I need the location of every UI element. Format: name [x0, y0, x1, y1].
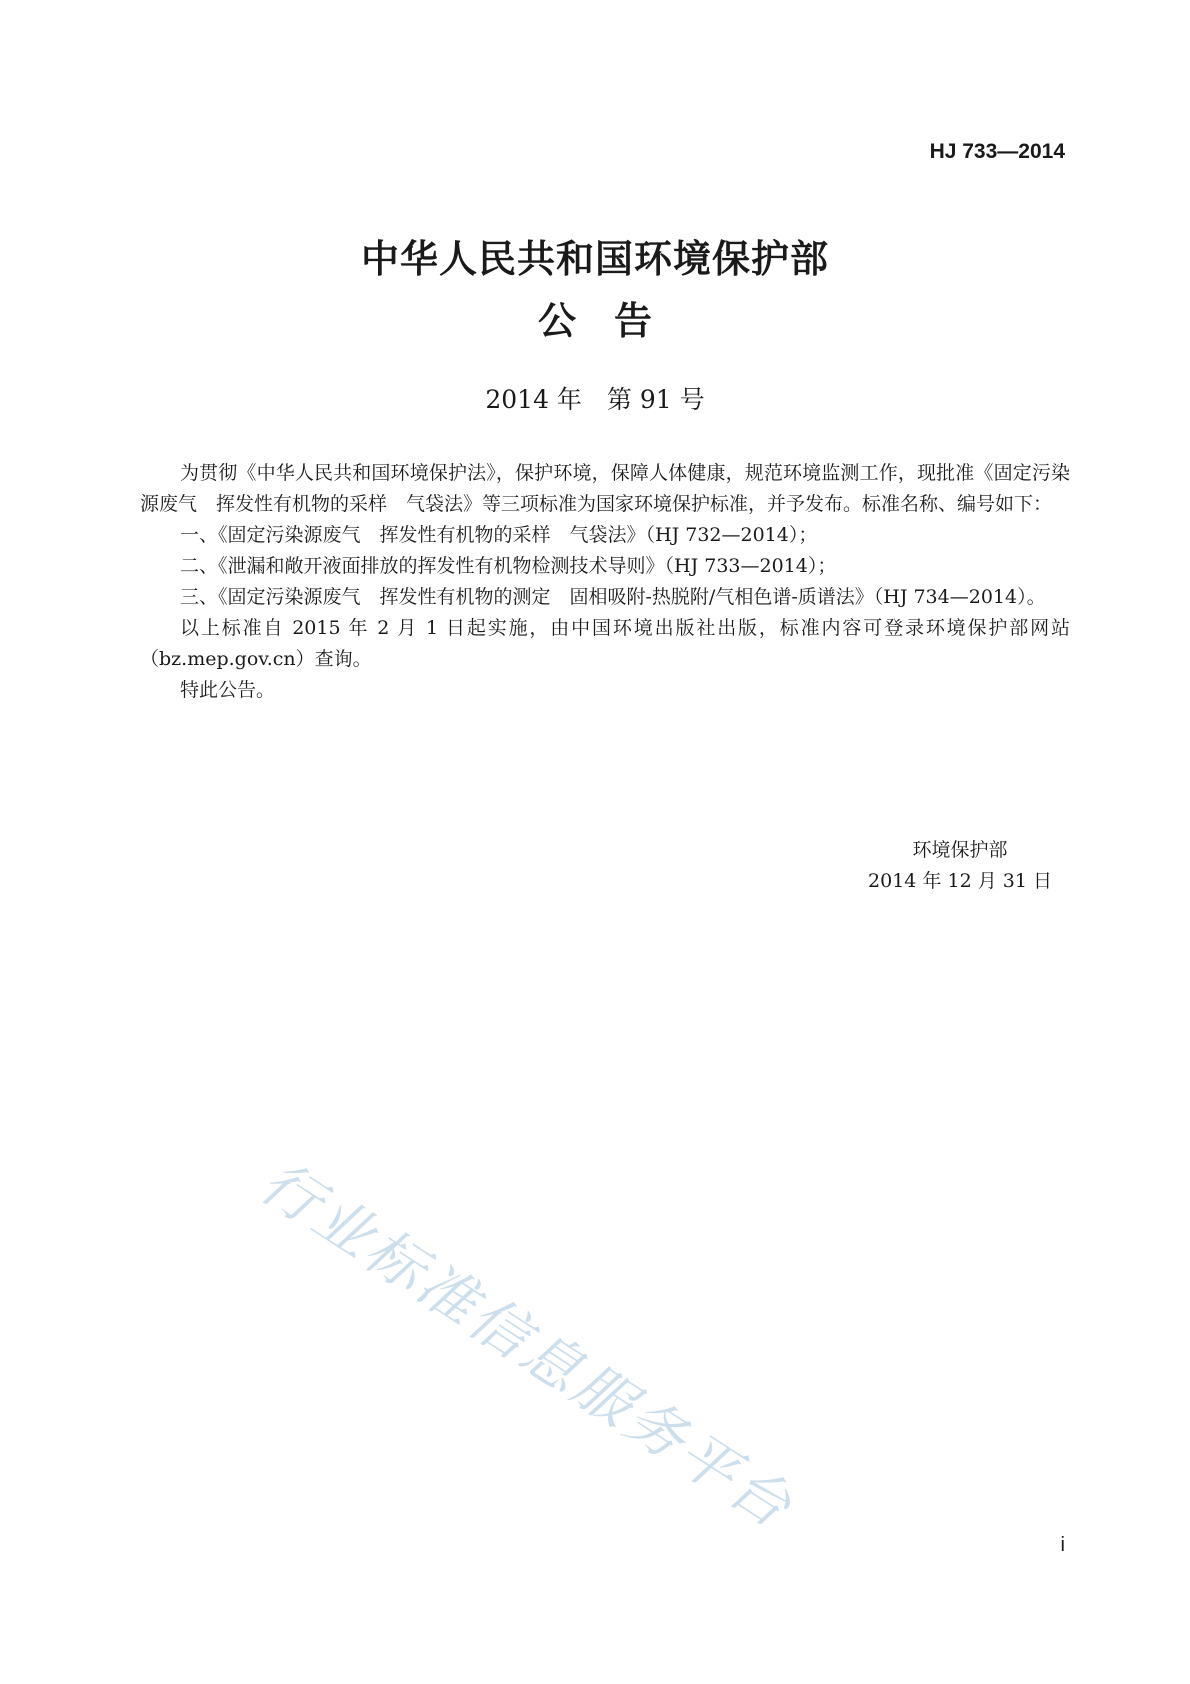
- paragraph-closing: 特此公告。: [180, 679, 276, 701]
- signature-block: [860, 835, 1060, 897]
- paragraph-implementation: 以上标准自 2015 年 2 月 1 日起实施，由中国环境出版社出版，标准内容可登录环境保护部网站（bz.mep.gov.cn）查询。: [140, 617, 1070, 670]
- paragraph-item-3: 三、《固定污染源废气 挥发性有机物的测定 固相吸附-热脱附/气相色谱-质谱法》（HJ 734—2014）。: [180, 586, 1046, 608]
- notice-number: 2014 年 第 91 号: [485, 385, 705, 414]
- signature-date: 2014 年 12 月 31 日: [868, 870, 1052, 892]
- standard-code: HJ 733—2014: [929, 140, 1065, 163]
- signature-organization: 环境保护部: [912, 839, 1008, 861]
- page-title: 中华人民共和国环境保护部: [360, 237, 829, 281]
- page-subtitle: 公告: [537, 299, 690, 343]
- paragraph-item-1: 一、《固定污染源废气 挥发性有机物的采样 气袋法》（HJ 732—2014）；: [180, 524, 818, 546]
- watermark: 行业标准信息服务平台: [248, 1147, 806, 1543]
- notice-body: [140, 458, 1070, 706]
- page-number: i: [1060, 1534, 1065, 1556]
- paragraph-item-2: 二、《泄漏和敞开液面排放的挥发性有机物检测技术导则》（HJ 733—2014）；: [180, 555, 837, 577]
- paragraph-intro: 为贯彻《中华人民共和国环境保护法》，保护环境，保障人体健康，规范环境监测工作，现批准《固定污染源废气 挥发性有机物的采样 气袋法》等三项标准为国家环境保护标准，并予发布。标准名称、编号如下：: [140, 462, 1070, 515]
